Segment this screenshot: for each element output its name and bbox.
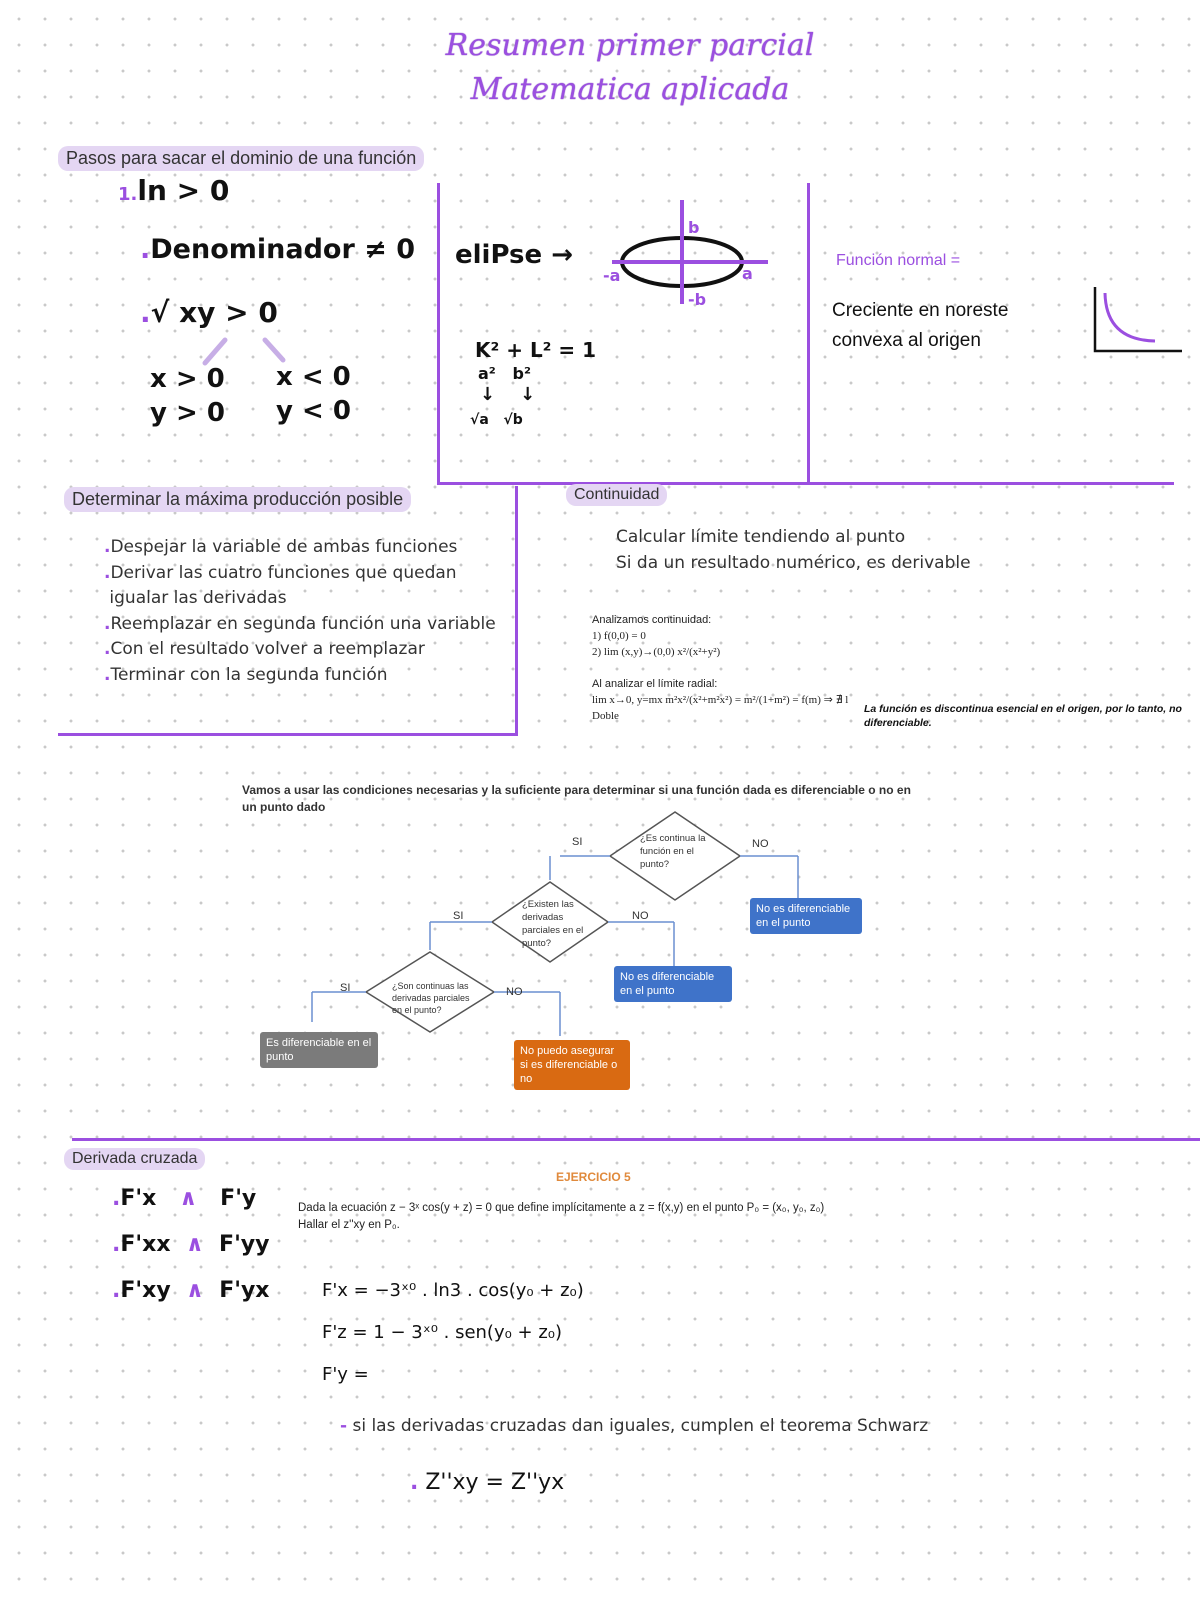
maxima-list [104,535,496,688]
axis-a: a [742,264,753,283]
flow-q1: ¿Es continua la función en el punto? [640,833,706,870]
derivada-row-1: .F'x ∧ F'y [112,1186,257,1211]
elipse-roots: √a √b [470,412,523,428]
divider-3 [437,482,1174,485]
elipse-equation: K² + L² = 1 [475,338,597,362]
fz-line: F'z = 1 − 3ˣ⁰ . sen(y₀ + z₀) [322,1322,563,1343]
maxima-item: igualar las derivadas [109,588,287,608]
divider-6 [72,1138,1200,1141]
enunciado-2: Hallar el z''xy en P₀. [298,1219,400,1231]
maxima-item: .Reemplazar en segunda función una variable [104,613,496,634]
elipse-denoms: a² b² [478,364,531,383]
funcion-normal-text [832,296,1008,356]
case-right-2: y < 0 [276,396,351,426]
flow-no-3: NO [506,986,523,998]
cases-right [276,360,351,428]
schwarz-final: . Z''xy = Z''yx [410,1470,565,1495]
flow-si-2: SI [453,910,464,922]
flowchart-intro: Vamos a usar las condiciones necesarias y la suficiente para determinar si una función dada es diferenciable o no en un punto dado [242,783,911,814]
case-right-1: x < 0 [276,362,351,392]
analizamos: Analizamos continuidad: [592,614,712,626]
fn-line-1: Creciente en noreste [832,300,1009,321]
title-line-1: Resumen primer parcial [445,28,815,63]
flow-si-3: SI [340,982,351,994]
domain-ln [118,174,229,207]
result-no-asegurar: No puedo asegurar si es diferenciable o no [514,1040,630,1090]
maxima-item: .Terminar con la segunda función [104,664,388,685]
schwarz-note: - si las derivadas cruzadas dan iguales, cumplen el teorema Schwarz [340,1416,929,1436]
continuidad-lines [616,524,971,576]
page-title [420,24,840,112]
divider-4 [58,733,518,736]
flow-no-2: NO [632,910,649,922]
bullet-dot: . [140,234,151,265]
divider-5 [515,486,518,736]
derivada-row-2: .F'xx ∧ F'yy [112,1232,270,1257]
domain-sqrt [140,296,278,329]
divider-1 [437,183,440,483]
derivada-rows [112,1176,270,1314]
elipse-down-arrows: ↓ ↓ [480,384,536,405]
case-left-2: y > 0 [150,398,225,428]
continuidad-analisis [592,612,852,724]
continuidad-heading: Continuidad [566,484,667,506]
axis-mb: -b [688,290,707,309]
domain-num: 1. [118,184,138,205]
domain-denominador [140,234,415,265]
bullet-dot: . [140,296,151,329]
case-left-1: x > 0 [150,364,225,394]
continuidad-conclusion: La función es discontinua esencial en el origen, por lo tanto, no diferenciable. [864,703,1182,729]
radial-equation: lim x→0, y=mx m²x²/(x²+m²x²) = m²/(1+m²) = f(m) ⇒ ∄ l Doble [592,694,849,722]
cont-step-2: 2) lim (x,y)→(0,0) x²/(x²+y²) [592,646,721,658]
result-no-diferenciable-2: No es diferenciable en el punto [614,966,732,1002]
axis-b: b [688,218,700,237]
sqrt-rule: √ xy > 0 [150,296,278,329]
maxima-item: .Con el resultado volver a reemplazar [104,639,425,659]
flow-q3: ¿Son continuas las derivadas parciales en el punto? [392,981,470,1015]
enunciado-1: Dada la ecuación z − 3ˣ cos(y + z) = 0 que define implícitamente a z = f(x,y) en el punto P₀ = (x₀, y₀, z₀) [298,1202,825,1214]
ejercicio-title: EJERCICIO 5 [556,1170,631,1184]
derivadas-calc [322,1270,584,1396]
elipse-label: eliPse → [455,240,574,270]
radial-label: Al analizar el límite radial: [592,678,718,690]
cont-line-2: Si da un resultado numérico, es derivable [616,553,971,573]
fn-line-2: convexa al origen [832,330,981,351]
cont-step-1: 1) f(0,0) = 0 [592,630,646,642]
cont-line-1: Calcular límite tendiendo al punto [616,527,906,547]
maxima-item: .Despejar la variable de ambas funciones [104,537,458,557]
flow-q2: ¿Existen las derivadas parciales en el punto? [522,899,584,949]
flow-no-1: NO [752,838,769,850]
domain-heading: Pasos para sacar el dominio de una función [58,146,424,171]
fx-line: F'x = −3ˣ⁰ . ln3 . cos(y₀ + z₀) [322,1280,584,1301]
cases-left [150,362,225,430]
fy-line: F'y = [322,1364,369,1385]
title-line-2: Matematica aplicada [470,72,790,107]
derivada-row-3: .F'xy ∧ F'yx [112,1278,270,1303]
axis-ma: -a [603,266,621,285]
divider-2 [807,183,810,483]
denominador-rule: Denominador ≠ 0 [150,234,415,265]
convex-curve-icon [1090,285,1190,355]
ejercicio-enunciado [298,1200,1188,1234]
result-diferenciable: Es diferenciable en el punto [260,1032,378,1068]
result-no-diferenciable-1: No es diferenciable en el punto [750,898,862,934]
flow-si-1: SI [572,836,583,848]
maxima-item: .Derivar las cuatro funciones que quedan [104,562,457,583]
ln-rule: ln > 0 [137,174,230,207]
maxima-heading: Determinar la máxima producción posible [64,487,411,512]
funcion-normal-heading: Función normal = [836,252,961,269]
derivada-heading: Derivada cruzada [64,1148,205,1170]
